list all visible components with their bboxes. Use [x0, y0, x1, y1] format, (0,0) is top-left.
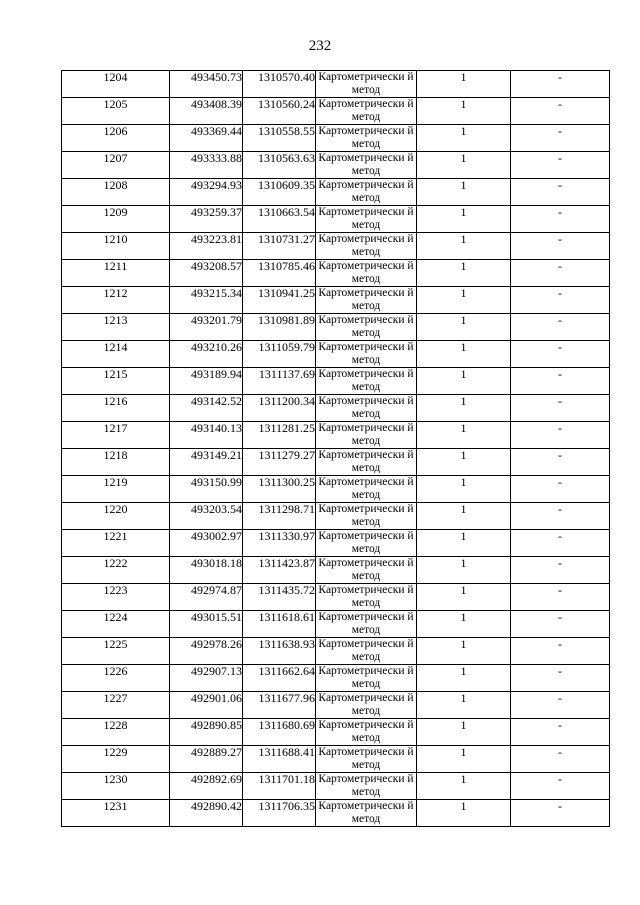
method-cell: Картометрически й метод	[316, 395, 417, 422]
point-number-cell: 1221	[62, 530, 170, 557]
method-cell: Картометрически й метод	[316, 206, 417, 233]
y-coordinate-cell: 1310981.89	[243, 314, 316, 341]
method-cell: Картометрически й метод	[316, 800, 417, 827]
method-cell: Картометрически й метод	[316, 341, 417, 368]
accuracy-cell: 1	[417, 449, 511, 476]
table-row	[62, 71, 610, 98]
accuracy-cell: 1	[417, 287, 511, 314]
method-cell: Картометрически й метод	[316, 611, 417, 638]
table-row	[62, 503, 610, 530]
note-cell: -	[511, 287, 610, 314]
table-row	[62, 314, 610, 341]
y-coordinate-cell: 1311662.64	[243, 665, 316, 692]
point-number-cell: 1227	[62, 692, 170, 719]
y-coordinate-cell: 1311330.97	[243, 530, 316, 557]
note-cell: -	[511, 665, 610, 692]
method-cell: Картометрически й метод	[316, 530, 417, 557]
x-coordinate-cell: 493150.99	[170, 476, 243, 503]
table-row	[62, 395, 610, 422]
method-cell: Картометрически й метод	[316, 638, 417, 665]
note-cell: -	[511, 476, 610, 503]
accuracy-cell: 1	[417, 98, 511, 125]
note-cell: -	[511, 152, 610, 179]
table-row	[62, 368, 610, 395]
table-row	[62, 341, 610, 368]
method-cell: Картометрически й метод	[316, 368, 417, 395]
method-cell: Картометрически й метод	[316, 557, 417, 584]
x-coordinate-cell: 493015.51	[170, 611, 243, 638]
x-coordinate-cell: 493002.97	[170, 530, 243, 557]
note-cell: -	[511, 449, 610, 476]
table-row	[62, 449, 610, 476]
point-number-cell: 1206	[62, 125, 170, 152]
accuracy-cell: 1	[417, 260, 511, 287]
accuracy-cell: 1	[417, 341, 511, 368]
accuracy-cell: 1	[417, 773, 511, 800]
accuracy-cell: 1	[417, 611, 511, 638]
table-row	[62, 719, 610, 746]
point-number-cell: 1218	[62, 449, 170, 476]
method-cell: Картометрически й метод	[316, 692, 417, 719]
method-cell: Картометрически й метод	[316, 260, 417, 287]
note-cell: -	[511, 98, 610, 125]
point-number-cell: 1225	[62, 638, 170, 665]
y-coordinate-cell: 1310570.40	[243, 71, 316, 98]
accuracy-cell: 1	[417, 206, 511, 233]
table-row	[62, 773, 610, 800]
y-coordinate-cell: 1310563.63	[243, 152, 316, 179]
point-number-cell: 1209	[62, 206, 170, 233]
method-cell: Картометрически й метод	[316, 71, 417, 98]
accuracy-cell: 1	[417, 395, 511, 422]
point-number-cell: 1216	[62, 395, 170, 422]
method-cell: Картометрически й метод	[316, 422, 417, 449]
accuracy-cell: 1	[417, 665, 511, 692]
x-coordinate-cell: 493259.37	[170, 206, 243, 233]
note-cell: -	[511, 503, 610, 530]
y-coordinate-cell: 1311435.72	[243, 584, 316, 611]
coordinates-table-body	[62, 71, 610, 827]
accuracy-cell: 1	[417, 152, 511, 179]
x-coordinate-cell: 493208.57	[170, 260, 243, 287]
y-coordinate-cell: 1311298.71	[243, 503, 316, 530]
x-coordinate-cell: 493142.52	[170, 395, 243, 422]
y-coordinate-cell: 1311281.25	[243, 422, 316, 449]
accuracy-cell: 1	[417, 314, 511, 341]
method-cell: Картометрически й метод	[316, 719, 417, 746]
x-coordinate-cell: 492974.87	[170, 584, 243, 611]
y-coordinate-cell: 1310941.25	[243, 287, 316, 314]
x-coordinate-cell: 492901.06	[170, 692, 243, 719]
y-coordinate-cell: 1311638.93	[243, 638, 316, 665]
point-number-cell: 1208	[62, 179, 170, 206]
point-number-cell: 1217	[62, 422, 170, 449]
note-cell: -	[511, 800, 610, 827]
y-coordinate-cell: 1311701.18	[243, 773, 316, 800]
y-coordinate-cell: 1311279.27	[243, 449, 316, 476]
x-coordinate-cell: 493450.73	[170, 71, 243, 98]
y-coordinate-cell: 1311688.41	[243, 746, 316, 773]
x-coordinate-cell: 493189.94	[170, 368, 243, 395]
x-coordinate-cell: 493140.13	[170, 422, 243, 449]
accuracy-cell: 1	[417, 746, 511, 773]
table-row	[62, 179, 610, 206]
table-row	[62, 665, 610, 692]
method-cell: Картометрически й метод	[316, 503, 417, 530]
table-row	[62, 746, 610, 773]
table-row	[62, 233, 610, 260]
y-coordinate-cell: 1310558.55	[243, 125, 316, 152]
table-row	[62, 260, 610, 287]
x-coordinate-cell: 493203.54	[170, 503, 243, 530]
note-cell: -	[511, 692, 610, 719]
table-row	[62, 611, 610, 638]
point-number-cell: 1219	[62, 476, 170, 503]
point-number-cell: 1231	[62, 800, 170, 827]
table-row	[62, 287, 610, 314]
method-cell: Картометрически й метод	[316, 746, 417, 773]
accuracy-cell: 1	[417, 719, 511, 746]
note-cell: -	[511, 611, 610, 638]
method-cell: Картометрически й метод	[316, 584, 417, 611]
point-number-cell: 1207	[62, 152, 170, 179]
x-coordinate-cell: 493408.39	[170, 98, 243, 125]
y-coordinate-cell: 1310609.35	[243, 179, 316, 206]
point-number-cell: 1205	[62, 98, 170, 125]
x-coordinate-cell: 493215.34	[170, 287, 243, 314]
note-cell: -	[511, 584, 610, 611]
accuracy-cell: 1	[417, 503, 511, 530]
note-cell: -	[511, 125, 610, 152]
method-cell: Картометрически й метод	[316, 287, 417, 314]
accuracy-cell: 1	[417, 800, 511, 827]
method-cell: Картометрически й метод	[316, 665, 417, 692]
note-cell: -	[511, 260, 610, 287]
table-row	[62, 206, 610, 233]
method-cell: Картометрически й метод	[316, 773, 417, 800]
table-row	[62, 800, 610, 827]
point-number-cell: 1213	[62, 314, 170, 341]
y-coordinate-cell: 1311423.87	[243, 557, 316, 584]
x-coordinate-cell: 493149.21	[170, 449, 243, 476]
note-cell: -	[511, 206, 610, 233]
x-coordinate-cell: 493294.93	[170, 179, 243, 206]
y-coordinate-cell: 1310663.54	[243, 206, 316, 233]
accuracy-cell: 1	[417, 125, 511, 152]
method-cell: Картометрически й метод	[316, 449, 417, 476]
note-cell: -	[511, 233, 610, 260]
point-number-cell: 1226	[62, 665, 170, 692]
point-number-cell: 1204	[62, 71, 170, 98]
accuracy-cell: 1	[417, 422, 511, 449]
point-number-cell: 1220	[62, 503, 170, 530]
method-cell: Картометрически й метод	[316, 179, 417, 206]
note-cell: -	[511, 638, 610, 665]
point-number-cell: 1229	[62, 746, 170, 773]
note-cell: -	[511, 557, 610, 584]
note-cell: -	[511, 746, 610, 773]
note-cell: -	[511, 314, 610, 341]
table-row	[62, 530, 610, 557]
y-coordinate-cell: 1311200.34	[243, 395, 316, 422]
accuracy-cell: 1	[417, 476, 511, 503]
note-cell: -	[511, 179, 610, 206]
point-number-cell: 1222	[62, 557, 170, 584]
accuracy-cell: 1	[417, 71, 511, 98]
x-coordinate-cell: 492978.26	[170, 638, 243, 665]
note-cell: -	[511, 395, 610, 422]
y-coordinate-cell: 1310731.27	[243, 233, 316, 260]
accuracy-cell: 1	[417, 179, 511, 206]
note-cell: -	[511, 368, 610, 395]
accuracy-cell: 1	[417, 584, 511, 611]
note-cell: -	[511, 530, 610, 557]
table-row	[62, 557, 610, 584]
y-coordinate-cell: 1311677.96	[243, 692, 316, 719]
table-row	[62, 152, 610, 179]
y-coordinate-cell: 1310560.24	[243, 98, 316, 125]
coordinates-table	[61, 70, 610, 827]
table-row	[62, 638, 610, 665]
y-coordinate-cell: 1310785.46	[243, 260, 316, 287]
point-number-cell: 1211	[62, 260, 170, 287]
table-row	[62, 692, 610, 719]
accuracy-cell: 1	[417, 557, 511, 584]
accuracy-cell: 1	[417, 638, 511, 665]
method-cell: Картометрически й метод	[316, 152, 417, 179]
note-cell: -	[511, 71, 610, 98]
x-coordinate-cell: 493201.79	[170, 314, 243, 341]
point-number-cell: 1224	[62, 611, 170, 638]
x-coordinate-cell: 493223.81	[170, 233, 243, 260]
note-cell: -	[511, 422, 610, 449]
y-coordinate-cell: 1311059.79	[243, 341, 316, 368]
point-number-cell: 1212	[62, 287, 170, 314]
x-coordinate-cell: 493210.26	[170, 341, 243, 368]
accuracy-cell: 1	[417, 233, 511, 260]
x-coordinate-cell: 492890.42	[170, 800, 243, 827]
x-coordinate-cell: 493333.88	[170, 152, 243, 179]
method-cell: Картометрически й метод	[316, 98, 417, 125]
y-coordinate-cell: 1311618.61	[243, 611, 316, 638]
x-coordinate-cell: 492890.85	[170, 719, 243, 746]
accuracy-cell: 1	[417, 530, 511, 557]
method-cell: Картометрически й метод	[316, 125, 417, 152]
page-number: 232	[308, 38, 332, 54]
point-number-cell: 1210	[62, 233, 170, 260]
note-cell: -	[511, 341, 610, 368]
table-row	[62, 476, 610, 503]
x-coordinate-cell: 493369.44	[170, 125, 243, 152]
note-cell: -	[511, 773, 610, 800]
method-cell: Картометрически й метод	[316, 314, 417, 341]
y-coordinate-cell: 1311137.69	[243, 368, 316, 395]
method-cell: Картометрически й метод	[316, 233, 417, 260]
x-coordinate-cell: 492892.69	[170, 773, 243, 800]
point-number-cell: 1223	[62, 584, 170, 611]
point-number-cell: 1214	[62, 341, 170, 368]
table-row	[62, 584, 610, 611]
table-row	[62, 98, 610, 125]
x-coordinate-cell: 492907.13	[170, 665, 243, 692]
note-cell: -	[511, 719, 610, 746]
point-number-cell: 1228	[62, 719, 170, 746]
point-number-cell: 1215	[62, 368, 170, 395]
y-coordinate-cell: 1311300.25	[243, 476, 316, 503]
method-cell: Картометрически й метод	[316, 476, 417, 503]
table-row	[62, 422, 610, 449]
accuracy-cell: 1	[417, 692, 511, 719]
x-coordinate-cell: 492889.27	[170, 746, 243, 773]
point-number-cell: 1230	[62, 773, 170, 800]
x-coordinate-cell: 493018.18	[170, 557, 243, 584]
table-row	[62, 125, 610, 152]
y-coordinate-cell: 1311680.69	[243, 719, 316, 746]
accuracy-cell: 1	[417, 368, 511, 395]
y-coordinate-cell: 1311706.35	[243, 800, 316, 827]
